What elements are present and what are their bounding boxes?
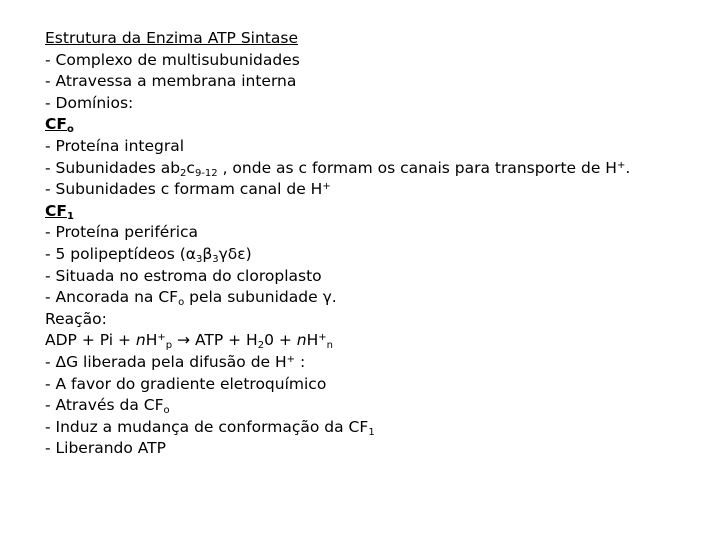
- cf1-line-3: - Situada no estroma do cloroplasto: [45, 266, 322, 285]
- slide-title: Estrutura da Enzima ATP Sintase: [45, 29, 298, 47]
- reaction-line-1: - ΔG liberada pela difusão de H+ :: [45, 352, 306, 371]
- reaction-line-4: - Induz a mudança de conformação da $CF_1$: [45, 417, 375, 438]
- cfo-line-1: - Proteína integral: [45, 136, 185, 155]
- cf1-line-4: - Ancorada na $CF_o$ pela subunidade γ.: [45, 288, 337, 309]
- reaction-line-5: - Liberando ATP: [45, 439, 166, 458]
- cfo-line-3: - Subunidades c formam canal de H+: [45, 180, 331, 199]
- reaction-line-3: - Através da $CF_o$: [45, 396, 170, 417]
- cfo-line-2: - Subunidades $ab_2c_{9-12}$ , onde as c formam os canais para transporte de H+.: [45, 158, 631, 179]
- cfo-heading: $CF_o$: [45, 115, 74, 136]
- cf1-heading: $CF_1$: [45, 201, 74, 222]
- slide-content: [45, 28, 705, 460]
- cf1-line-1: - Proteína periférica: [45, 223, 199, 242]
- intro-line-2: - Atravessa a membrana interna: [45, 72, 297, 91]
- reaction-heading: Reação:: [45, 309, 107, 328]
- reaction-equation: ADP + $Pi + nH^+_p$ → ATP + $H_20 + nH^+_n$: [45, 331, 333, 352]
- intro-line-1: - Complexo de multisubunidades: [45, 50, 300, 69]
- intro-line-3: - Domínios:: [45, 93, 134, 112]
- reaction-line-2: - A favor do gradiente eletroquímico: [45, 374, 327, 393]
- cf1-line-2: - 5 polipeptídeos $(\alpha_3\beta_3\gamma\delta\varepsilon)$: [45, 244, 252, 265]
